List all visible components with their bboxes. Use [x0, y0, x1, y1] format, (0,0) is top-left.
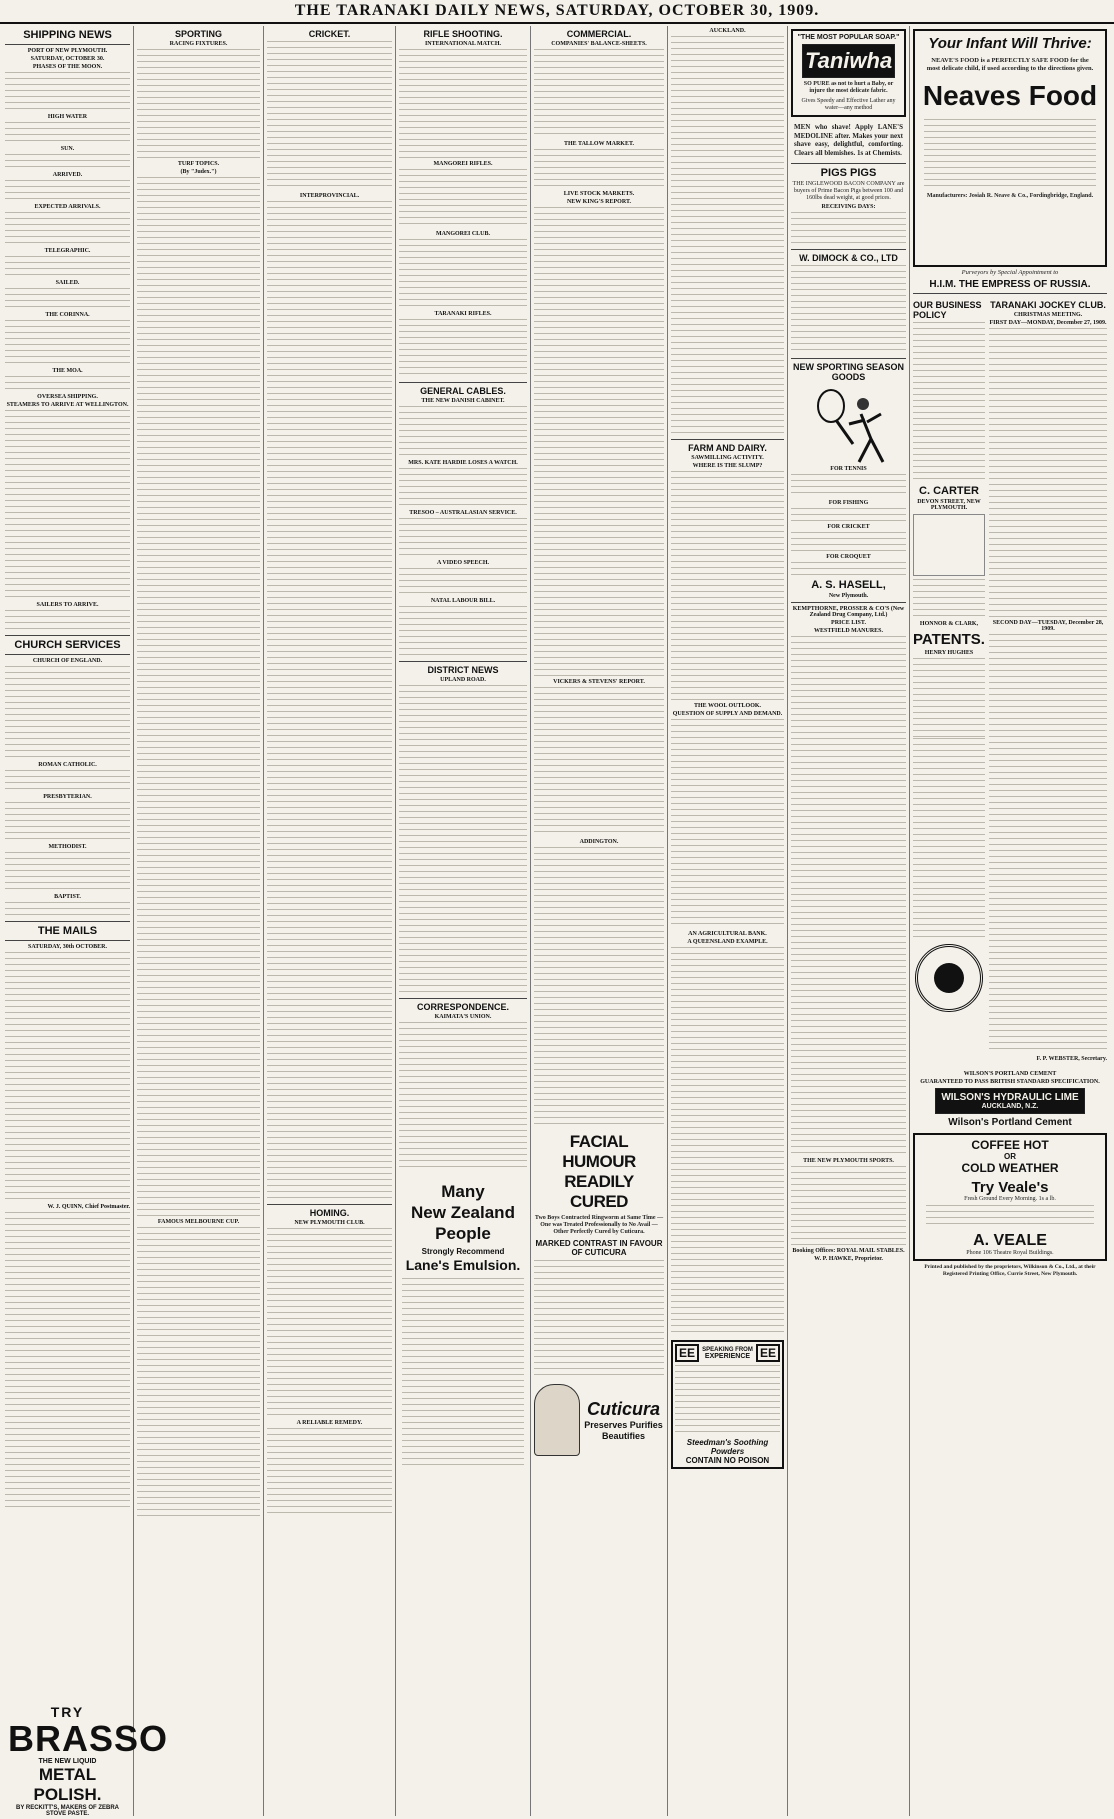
ad-medoline [791, 120, 906, 160]
ad-veale-phone: Phone 106 Theatre Royal Buildings. [966, 1250, 1054, 1257]
column-rifle [396, 26, 531, 1816]
divider [913, 293, 1107, 294]
ad-carter: C. CARTER [919, 485, 979, 498]
sub-corinna: THE CORINNA. [45, 312, 90, 318]
heading-sporting: SPORTING [174, 29, 222, 39]
sub-danish-cabinet: THE NEW DANISH CABINET. [421, 398, 505, 404]
text-block [5, 770, 130, 792]
ad-dimock: W. DIMOCK & CO., LTD [799, 253, 898, 263]
ad-two-boys: Two Boys Contracted Ringworm at Same Time — One was Treated Professionally to No Avail — Other Perfectly Cured by Cuticura. [534, 1215, 664, 1235]
text-block [137, 177, 260, 1217]
text-block [989, 328, 1107, 618]
sub-reliable-remedy: A RELIABLE REMEDY. [296, 1420, 363, 1426]
text-block [267, 1428, 392, 1518]
ad-new-zealand: New Zealand [411, 1203, 515, 1222]
sub-arrived: ARRIVED. [52, 172, 83, 178]
ad-brasso-metal: METAL POLISH. [33, 1765, 102, 1804]
ad-guaranteed: GUARANTEED TO PASS BRITISH STANDARD SPECIFICATION. [920, 1079, 1100, 1086]
sub-christmas-meeting: CHRISTMAS MEETING. [1013, 312, 1083, 319]
sub-racing-fixtures: RACING FIXTURES. [169, 41, 228, 47]
text-block [5, 952, 130, 1202]
text-block [267, 201, 392, 1201]
divider [399, 382, 527, 383]
ee-icon: EE [675, 1344, 699, 1362]
sub-auckland: AUCKLAND. [709, 28, 746, 34]
heading-correspondence: CORRESPONDENCE. [416, 1002, 509, 1012]
ad-most-popular: "THE MOST POPULAR SOAP." [797, 34, 900, 41]
sub-taranaki-rifles: TARANAKI RIFLES. [434, 311, 492, 317]
ad-neaves-text: NEAVE'S FOOD is a PERFECTLY SAFE FOOD for the most delicate child, if used according to the directions given. [926, 57, 1094, 72]
sub-high-water: HIGH WATER [47, 114, 88, 120]
divider [5, 654, 130, 655]
text-block [267, 41, 392, 191]
text-block [399, 606, 527, 658]
text-block [534, 847, 664, 1127]
text-block [5, 802, 130, 842]
ad-for-tennis: FOR TENNIS [830, 466, 867, 472]
sub-sailed: SAILED. [55, 280, 80, 286]
text-block [5, 256, 130, 278]
text-block [399, 49, 527, 159]
text-block [399, 406, 527, 458]
text-block [671, 471, 784, 701]
ad-steedmans [671, 1340, 784, 1469]
text-block [791, 1166, 906, 1246]
heading-cricket: CRICKET. [308, 29, 351, 39]
text-block [5, 410, 130, 600]
sub-international-match: INTERNATIONAL MATCH. [424, 41, 502, 47]
ad-patents-agent: HENRY HUGHES [924, 650, 974, 657]
ad-steedmans-header [675, 1344, 780, 1362]
text-block [791, 532, 906, 552]
text-block [399, 568, 527, 596]
ad-lanes-emulsion [399, 1175, 527, 1471]
ad-readily-cured: READILY CURED [564, 1172, 634, 1211]
sub-overseas: OVERSEA SHIPPING. [37, 394, 98, 400]
ad-preserves: Preserves Purifies Beautifies [584, 1419, 663, 1441]
sub-agricultural-bank: AN AGRICULTURAL BANK. [688, 931, 767, 937]
ad-experience: EXPERIENCE [704, 1352, 751, 1360]
sub-mails-date: SATURDAY, 30th OCTOBER. [27, 944, 108, 950]
ad-brasso-by: BY RECKITT'S, MAKERS OF ZEBRA STOVE PASTE. [16, 1805, 119, 1817]
heading-jockey-club: TARANAKI JOCKEY CLUB. [990, 300, 1106, 311]
text-block [671, 719, 784, 929]
ad-honnor-clark: HONNOR & CLARK, [919, 621, 979, 628]
sub-queensland: A QUEENSLAND EXAMPLE. [687, 939, 768, 945]
ad-kempthorne: KEMPTHORNE, PROSSER & CO'S (New Zealand Drug Company, Ltd.) [792, 606, 905, 618]
column-8-split [913, 297, 1107, 1064]
divider [5, 44, 130, 45]
sub-telegraphic: TELEGRAPHIC. [44, 248, 91, 254]
column-farm [668, 26, 788, 1816]
ad-coffee-hot: COFFEE HOT [971, 1138, 1049, 1153]
imprint: Printed and published by the proprietors, Wilkinson & Co., Ltd., at their Registered Printing Office, Currie Street, New Plymouth. [924, 1264, 1096, 1277]
ad-brasso [5, 1697, 169, 1817]
text-block [399, 239, 527, 309]
heading-general-cables: GENERAL CABLES. [420, 386, 506, 396]
divider [791, 249, 906, 250]
sub-church-of-england: CHURCH OF ENGLAND. [32, 658, 103, 664]
heading-commercial: COMMERCIAL. [566, 29, 632, 39]
text-block [5, 122, 130, 144]
heading-church-services: CHURCH SERVICES [14, 639, 121, 651]
ad-hasell-location: New Plymouth. [828, 593, 869, 599]
column-8-right [989, 297, 1107, 1064]
ad-contain: CONTAIN NO POISON [685, 1456, 770, 1465]
sub-mangorei-rifles: MANGOREI RIFLES. [433, 161, 493, 167]
text-block [5, 212, 130, 246]
ad-pigs-title: PIGS PIGS [820, 167, 877, 179]
ad-for-croquet: FOR CROQUET [826, 554, 871, 560]
ad-empress: H.I.M. THE EMPRESS OF RUSSIA. [929, 279, 1091, 291]
wilson-cement-seal [915, 944, 983, 1012]
sub-expected: EXPECTED ARRIVALS. [34, 204, 101, 210]
text-block [913, 738, 985, 938]
sub-upland-road: UPLAND ROAD. [440, 677, 486, 683]
text-block [5, 376, 130, 392]
sub-secretary: F. P. WEBSTER, Secretary. [1036, 1056, 1107, 1063]
ad-hasell: A. S. HASELL, [811, 579, 886, 591]
ad-wilsons-cement [913, 1067, 1107, 1130]
ad-hawke: W. P. HAWKE, Proprietor. [814, 1256, 883, 1262]
heading-mails: THE MAILS [37, 925, 98, 937]
sub-port: PORT OF NEW PLYMOUTH. [27, 48, 108, 54]
sub-speech: A VIDEO SPEECH. [436, 560, 490, 566]
ad-marked-contrast: MARKED CONTRAST IN FAVOUR OF CUTICURA [535, 1239, 663, 1257]
text-block [989, 634, 1107, 1054]
ad-patents: PATENTS. [913, 631, 985, 649]
ad-hydraulic-title: WILSON'S HYDRAULIC LIME [941, 1092, 1079, 1104]
divider [5, 921, 130, 922]
text-block [791, 562, 906, 576]
text-block [924, 119, 1096, 189]
ad-price-list: PRICE LIST. [831, 620, 866, 626]
ad-sporting-goods: NEW SPORTING SEASON GOODS [792, 362, 904, 382]
ad-brasso-try: TRY [50, 1704, 85, 1720]
divider [671, 439, 784, 440]
text-block [791, 212, 906, 246]
sub-vickers-report: VICKERS & STEVENS' REPORT. [553, 679, 645, 685]
seal-icon [934, 963, 964, 993]
text-block [137, 1227, 260, 1517]
ad-sports: THE NEW PLYMOUTH SPORTS. [803, 1158, 894, 1164]
text-block [671, 947, 784, 1337]
tennis-illustration [791, 384, 906, 464]
ad-manures: WESTFIELD MANURES. [813, 628, 883, 634]
ad-manufacturers: Manufacturers: Josiah R. Neave & Co., Fordingbridge, England. [926, 193, 1094, 199]
tennis-player-icon [791, 384, 901, 464]
sub-wool-outlook: THE WOOL OUTLOOK. [693, 703, 762, 709]
sub-melbourne-cup: FAMOUS MELBOURNE CUP. [157, 1219, 240, 1225]
sub-new-plymouth-club: NEW PLYMOUTH CLUB. [294, 1220, 365, 1226]
baby-illustration [534, 1384, 580, 1456]
sub-date: SATURDAY, OCTOBER 30. [30, 56, 105, 62]
sub-mangorei-club: MANGOREI CLUB. [435, 231, 490, 237]
ad-receiving-days: RECEIVING DAYS: [821, 204, 876, 210]
ad-devon-street: DEVON STREET, NEW PLYMOUTH. [917, 499, 981, 512]
pram-illustration [913, 514, 985, 576]
heading-homing: HOMING. [309, 1208, 350, 1218]
ad-people: People [435, 1224, 491, 1243]
masthead-title: THE TARANAKI DAILY NEWS, SATURDAY, OCTOBER 30, 1909. [294, 2, 820, 19]
masthead [0, 0, 1114, 24]
ad-steedman-name: Steedman's Soothing Powders [686, 1438, 769, 1456]
sub-australasian-service: TRESOO – AUSTRALASIAN SERVICE. [409, 510, 517, 516]
ad-neaves-food [913, 29, 1107, 267]
text-block [675, 1365, 780, 1435]
ad-men-shave: MEN who shave! Apply LANE'S MEDOLINE after. Makes your next shave easy, delightful, comforting. Clears all blemishes. 1s at Chemists. [794, 123, 903, 157]
ad-taniwha [791, 29, 906, 117]
ad-veale-coffee [913, 1133, 1107, 1261]
heading-district-news: DISTRICT NEWS [427, 665, 499, 675]
divider [5, 635, 130, 636]
column-shipping [2, 26, 169, 1817]
ad-pigs-text: THE INGLEWOOD BACON COMPANY are buyers of Prime Bacon Pigs between 100 and 160lbs dead weight, at good prices. [792, 181, 905, 201]
ad-neaves-title: Neaves Food [922, 80, 1098, 111]
divider [5, 940, 130, 941]
ad-hydraulic-lime [935, 1088, 1085, 1114]
ad-booking: Booking Offices: ROYAL MAIL STABLES. [792, 1248, 905, 1254]
column-cricket [264, 26, 396, 1816]
divider [791, 163, 906, 164]
text-block [791, 636, 906, 1156]
text-block [5, 666, 130, 760]
text-block [534, 687, 664, 837]
text-block [399, 319, 527, 379]
divider [791, 358, 906, 359]
ad-cold-weather: COLD WEATHER [961, 1161, 1059, 1176]
text-block [5, 72, 130, 112]
heading-farm-dairy: FARM AND DAIRY. [688, 443, 767, 453]
sub-moa: THE MOA. [52, 368, 83, 374]
text-block [534, 1260, 664, 1380]
column-commercial [531, 26, 668, 1816]
sub-addington: ADDINGTON. [579, 839, 619, 845]
sub-supply-demand: QUESTION OF SUPPLY AND DEMAND. [672, 711, 783, 717]
text-block [5, 902, 130, 918]
heading-shipping: SHIPPING NEWS [23, 29, 112, 41]
sub-natal-labour: NATAL LABOUR BILL. [430, 598, 496, 604]
divider [267, 1204, 392, 1205]
sub-new-kings-report: NEW KING'S REPORT. [566, 199, 632, 205]
sub-steamers: STEAMERS TO ARRIVE AT WELLINGTON. [6, 402, 129, 408]
sub-byline: (By "Judex.") [180, 169, 217, 175]
sub-sun: SUN. [60, 146, 75, 152]
text-block [399, 468, 527, 508]
divider [791, 602, 906, 603]
sub-baptist: BAPTIST. [54, 894, 81, 900]
ad-or: OR [1004, 1152, 1016, 1162]
sub-second-day: SECOND DAY—TUESDAY, December 28, 1909. [992, 620, 1104, 633]
ad-veale: A. VEALE [973, 1232, 1047, 1250]
ad-for-cricket: FOR CRICKET [827, 524, 870, 530]
heading-rifle-shooting: RIFLE SHOOTING. [423, 29, 503, 39]
sub-slump: WHERE IS THE SLUMP? [692, 463, 763, 469]
text-block [399, 518, 527, 558]
ad-gives-lather: Gives Speedy and Effective Lather any water—any method [801, 98, 896, 111]
ad-your-infant: Your Infant Will Thrive: [928, 35, 1092, 52]
text-block [402, 1278, 524, 1468]
sub-first-day: FIRST DAY—MONDAY, December 27, 1909. [989, 320, 1107, 327]
text-block [399, 685, 527, 995]
ad-brasso-title: BRASSO [8, 1718, 169, 1759]
sub-methodist: METHODIST. [48, 844, 87, 850]
text-block [913, 658, 985, 738]
text-block [534, 49, 664, 139]
text-block [5, 180, 130, 202]
text-block [5, 320, 130, 366]
sub-roman-catholic: ROMAN CATHOLIC. [38, 762, 97, 768]
text-block [791, 265, 906, 355]
ad-wilson-cement-2: Wilson's Portland Cement [948, 1117, 1072, 1129]
text-block [5, 288, 130, 310]
ad-fresh-ground: Fresh Ground Every Morning. 1s a lb. [964, 1196, 1056, 1203]
sub-balance-sheets: COMPANIES' BALANCE-SHEETS. [551, 41, 647, 47]
column-neaves [910, 26, 1110, 1816]
sub-sailers: SAILERS TO ARRIVE. [36, 602, 99, 608]
ad-cuticura-footer [534, 1384, 664, 1456]
postmaster-signature: W. J. QUINN, Chief Postmaster. [47, 1204, 130, 1210]
text-block [5, 610, 130, 632]
text-block [791, 474, 906, 498]
text-block [791, 508, 906, 522]
text-block [5, 852, 130, 892]
ad-try-veales: Try Veale's [971, 1179, 1049, 1197]
sub-tallow-market: THE TALLOW MARKET. [563, 141, 635, 147]
sub-sawmilling: SAWMILLING ACTIVITY. [691, 455, 764, 461]
text-block [5, 1212, 130, 1512]
text-block [926, 1205, 1094, 1229]
ad-business-policy: OUR BUSINESS POLICY [913, 300, 982, 321]
newspaper-columns [2, 26, 1112, 1816]
ad-taniwha-logo [802, 44, 895, 78]
text-block [267, 1228, 392, 1418]
text-block [671, 36, 784, 436]
ad-purveyors: Purveyors by Special Appointment to [961, 269, 1059, 276]
column-sporting [134, 26, 264, 1816]
text-block [913, 322, 985, 482]
sub-union: KAIMATA'S UNION. [434, 1014, 492, 1020]
ee-icon: EE [756, 1344, 780, 1362]
ad-cuticura [534, 1130, 664, 1458]
sub-presbyterian: PRESBYTERIAN. [43, 794, 92, 800]
ad-facial-humour: FACIAL HUMOUR [562, 1132, 636, 1171]
sub-watch: MRS. KATE HARDIE LOSES A WATCH. [408, 460, 518, 466]
column-ads [788, 26, 910, 1816]
text-block [399, 1022, 527, 1172]
ad-lanes-title: Lane's Emulsion. [405, 1257, 521, 1273]
text-block [534, 207, 664, 677]
ad-speaking: SPEAKING FROM [702, 1346, 753, 1353]
text-block [137, 49, 260, 159]
sub-interprovincial: INTERPROVINCIAL. [299, 193, 360, 199]
ad-for-fishing: FOR FISHING [828, 500, 869, 506]
ad-so-pure: SO PURE as not to hurt a Baby, or injure the most delicate fabric. [803, 81, 894, 94]
ad-brasso-new: THE NEW LIQUID [38, 1758, 97, 1765]
sub-phases: PHASES OF THE MOON. [32, 64, 103, 70]
text-block [5, 154, 130, 170]
text-block [534, 149, 664, 189]
ad-auckland: AUCKLAND, N.Z. [981, 1103, 1039, 1111]
ad-wilson-cement: WILSON'S PORTLAND CEMENT [963, 1071, 1057, 1078]
divider [399, 661, 527, 662]
text-block [913, 579, 985, 619]
column-8-left [913, 297, 985, 1064]
ad-taniwha-title: Taniwha [805, 48, 893, 73]
sub-turf-topics: TURF TOPICS. [177, 161, 220, 167]
text-block [399, 169, 527, 229]
ad-cuticura-title: Cuticura [586, 1398, 660, 1419]
ad-many: Many [441, 1182, 485, 1201]
sub-live-stock: LIVE STOCK MARKETS. [563, 191, 635, 197]
ad-strongly: Strongly Recommend [421, 1247, 505, 1256]
divider [399, 998, 527, 999]
